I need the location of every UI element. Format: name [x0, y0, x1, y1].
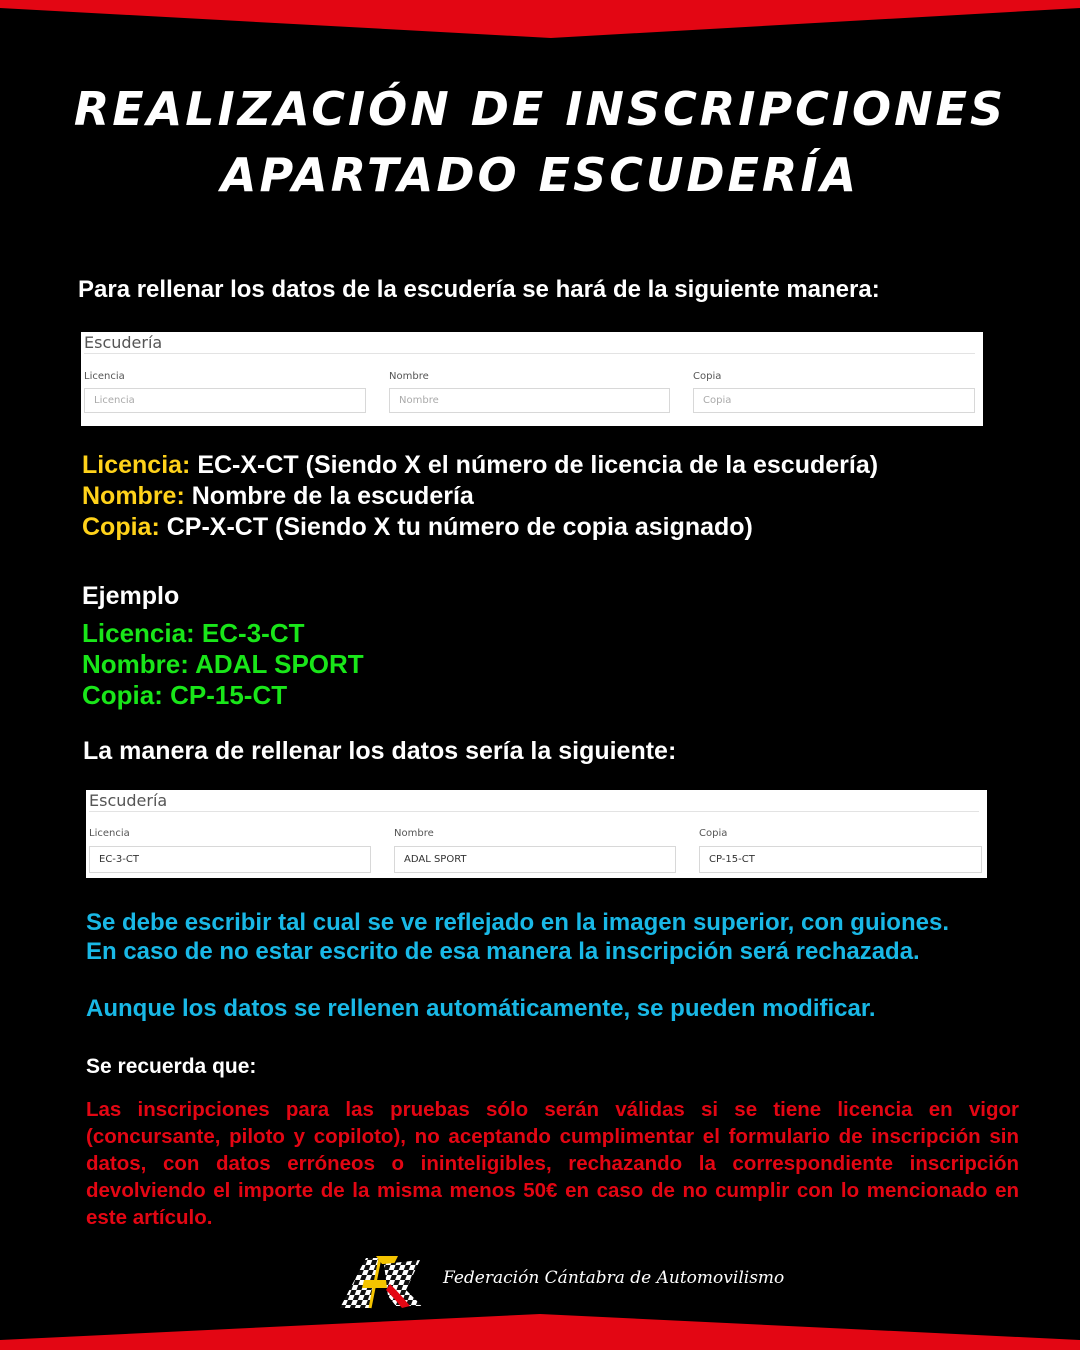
nombre-label: Nombre [389, 371, 429, 382]
format-note [86, 908, 949, 966]
licencia-input[interactable]: EC-3-CT [89, 846, 371, 873]
definition-copia: Copia: CP-X-CT (Siendo X tu número de copia asignado) [82, 513, 753, 541]
copia-label: Copia [699, 828, 728, 839]
example-title: Ejemplo [82, 582, 180, 610]
copia-label: Copia [693, 371, 722, 382]
page-subtitle: APARTADO ESCUDERÍA [220, 148, 860, 202]
top-red-band [0, 0, 1080, 40]
nombre-label: Nombre [394, 828, 434, 839]
example-licencia: Licencia: EC-3-CT [82, 618, 305, 648]
form-divider [89, 811, 979, 812]
example-nombre: Nombre: ADAL SPORT [82, 649, 364, 679]
federation-logo-icon [336, 1250, 426, 1312]
definition-nombre: Nombre: Nombre de la escudería [82, 482, 474, 510]
example-copia: Copia: CP-15-CT [82, 680, 288, 710]
nombre-input[interactable]: ADAL SPORT [394, 846, 676, 873]
definitions [82, 450, 878, 543]
way-title: La manera de rellenar los datos sería la siguiente: [83, 737, 677, 765]
licencia-label: Licencia [89, 828, 130, 839]
autofill-note: Aunque los datos se rellenen automáticamente, se pueden modificar. [86, 995, 876, 1022]
copia-input[interactable]: Copia [693, 388, 975, 413]
escuderia-form-filled [86, 790, 987, 878]
reminder-heading: Se recuerda que: [86, 1055, 257, 1078]
warning-text: Las inscripciones para las pruebas sólo serán válidas si se tiene licencia en vigor (concursante, piloto y copiloto), no aceptando cumplimentar el formulario de inscripción sin datos, con datos erróneos o ininteligibles, rechazando la correspondiente inscripción devolviendo el importe de la misma menos 50€ en caso de no cumplir con lo mencionado en este artículo. [86, 1098, 1019, 1229]
copia-input[interactable]: CP-15-CT [699, 846, 982, 873]
federation-name: Federación Cántabra de Automovilismo [443, 1268, 785, 1288]
licencia-label: Licencia [84, 371, 125, 382]
escuderia-form-empty [81, 332, 983, 426]
format-note-line1: Se debe escribir tal cual se ve reflejado en la imagen superior, con guiones. [86, 909, 949, 936]
page-title: REALIZACIÓN DE INSCRIPCIONES [73, 82, 1007, 136]
licencia-input[interactable]: Licencia [84, 388, 366, 413]
intro-text: Para rellenar los datos de la escudería se hará de la siguiente manera: [78, 276, 880, 303]
bottom-red-band [0, 1314, 1080, 1350]
definition-licencia: Licencia: EC-X-CT (Siendo X el número de licencia de la escudería) [82, 451, 879, 479]
nombre-input[interactable]: Nombre [389, 388, 670, 413]
form-title: Escudería [89, 791, 168, 810]
example-values [82, 618, 364, 711]
form-divider [84, 353, 975, 354]
form-title: Escudería [84, 333, 163, 352]
format-note-line2: En caso de no estar escrito de esa manera la inscripción será rechazada. [86, 938, 920, 965]
